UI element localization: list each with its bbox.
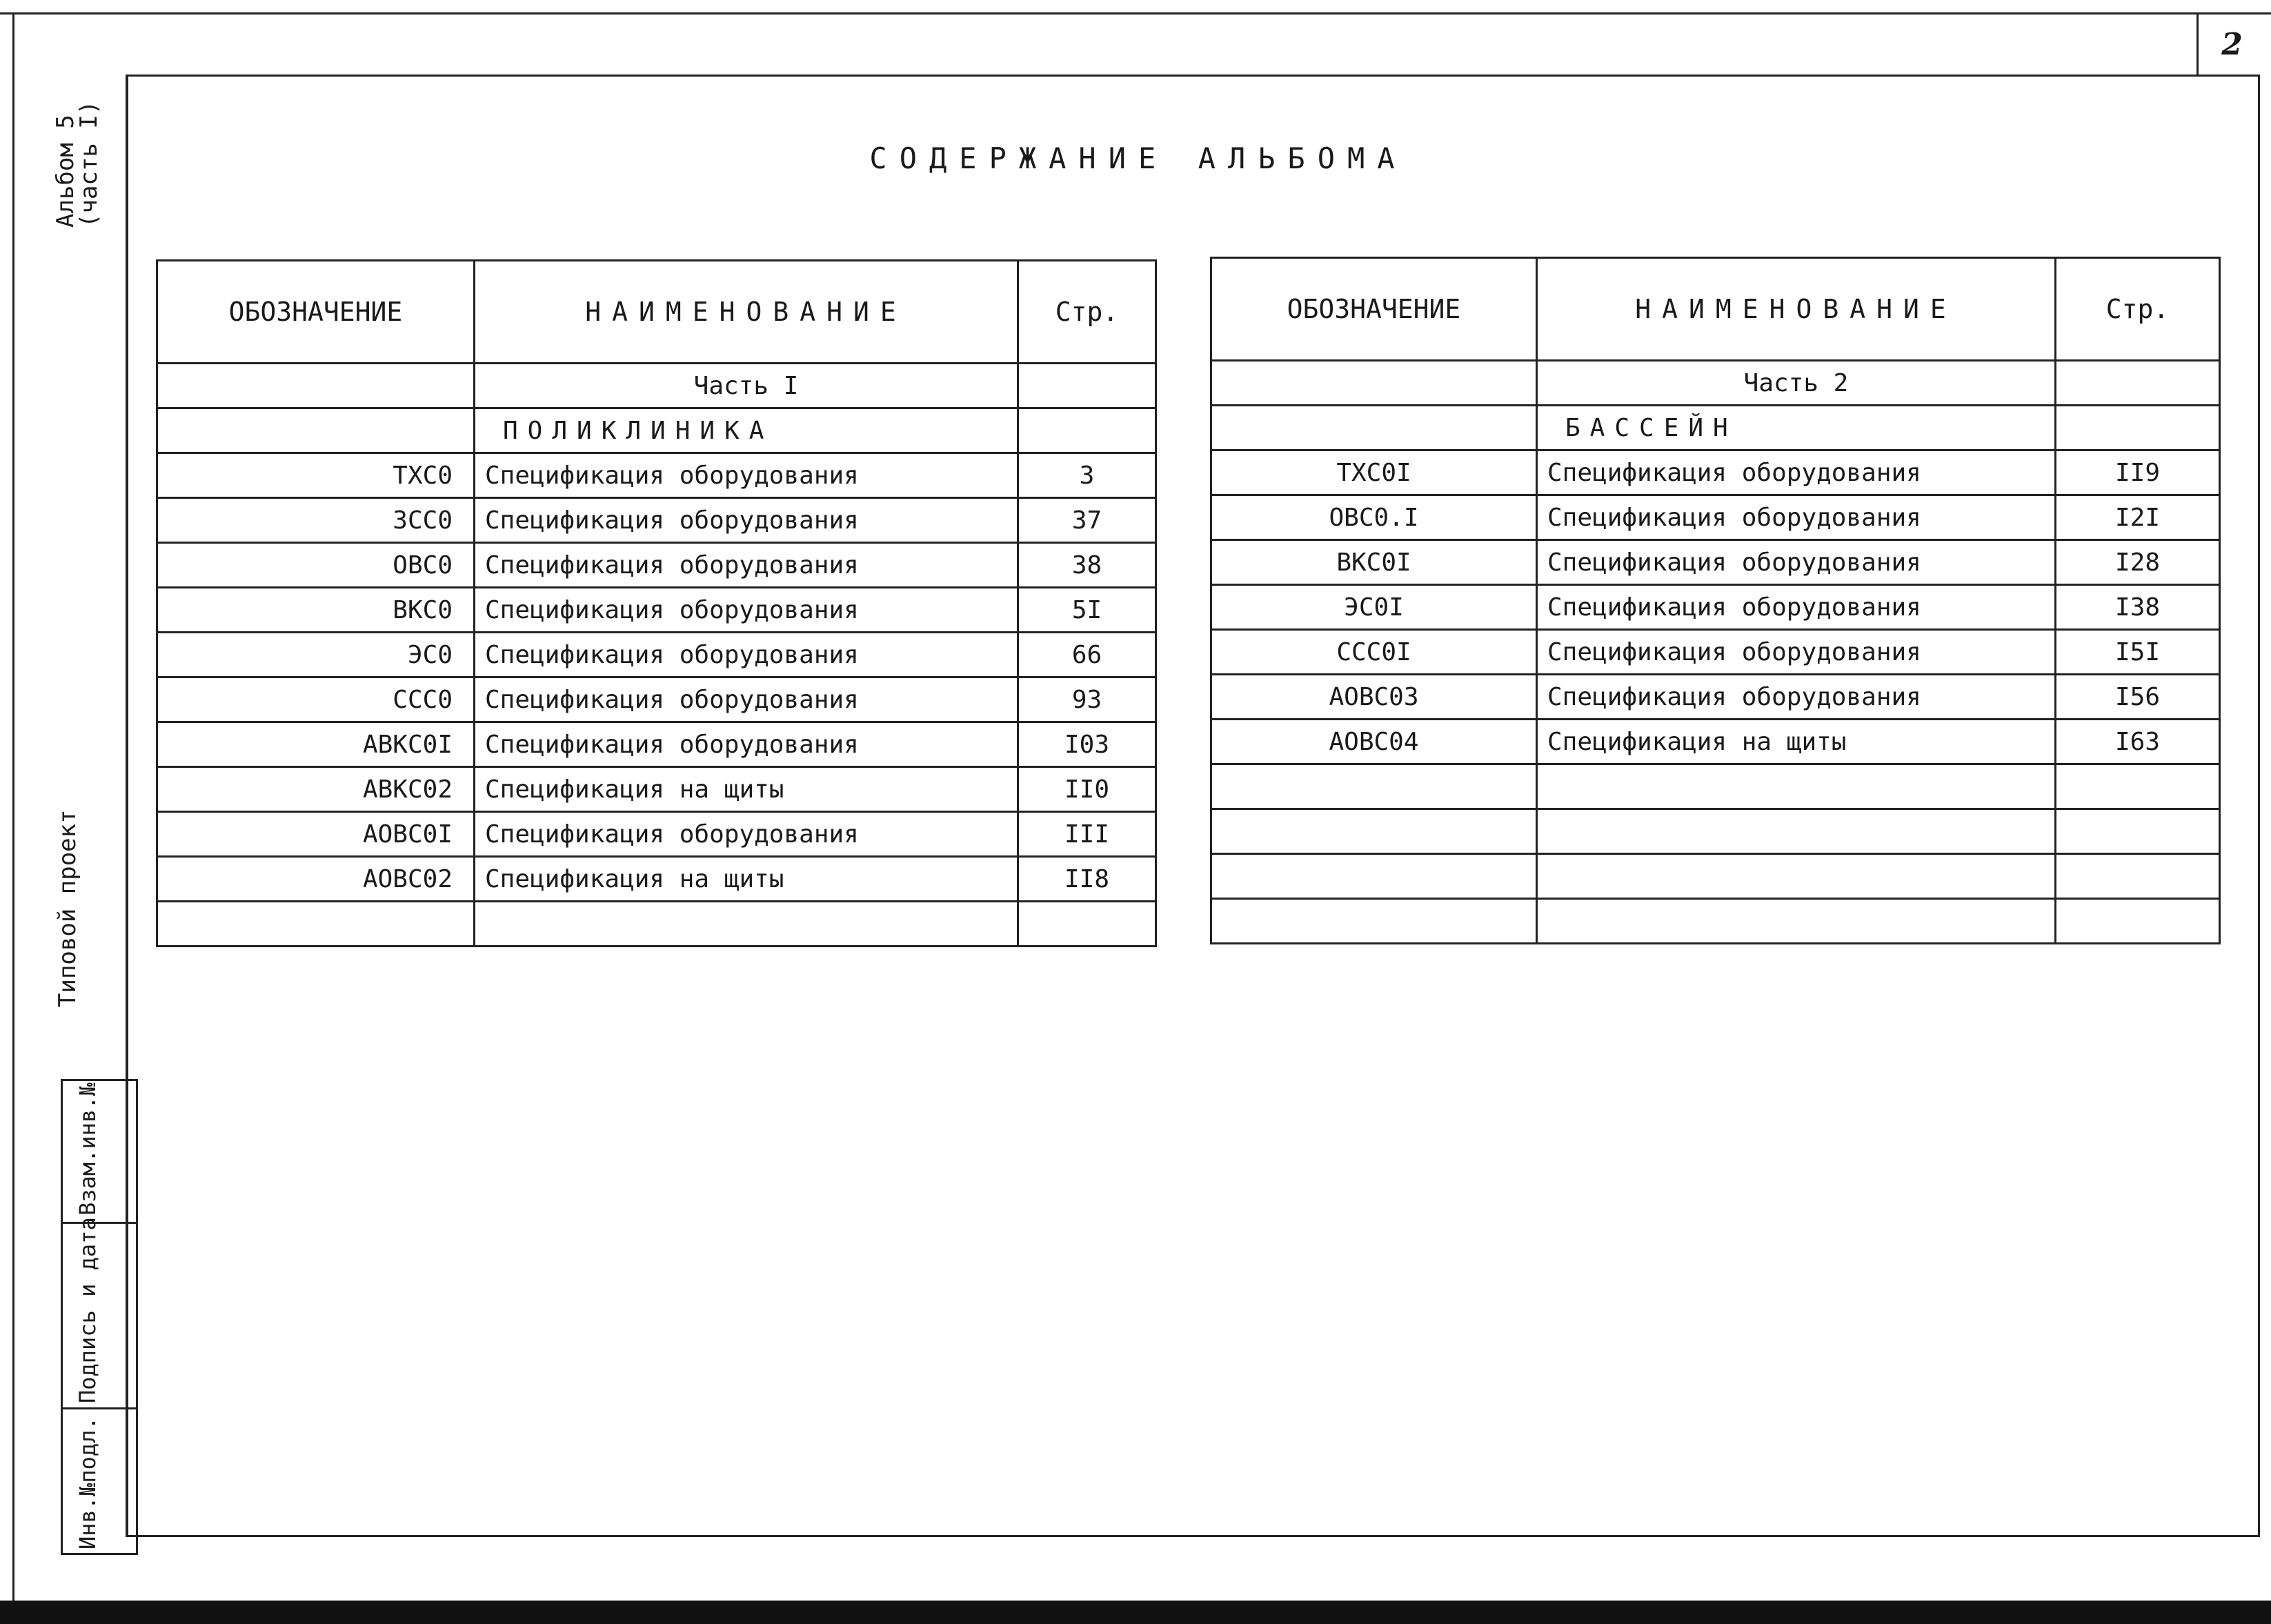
album-label [54,101,101,228]
empty-row [1211,809,2220,854]
toc-table-part-2 [1210,257,2221,944]
row-name: Спецификация на щиты [1537,720,2056,764]
table-row [1211,675,2220,720]
row-name: Спецификация оборудования [475,453,1018,498]
table-row [157,453,1156,498]
table-row [157,857,1156,902]
table-row [1211,450,2220,495]
name-column-header: НАИМЕНОВАНИЕ [475,261,1018,364]
row-page: I28 [2056,540,2220,585]
table-row [1211,495,2220,540]
row-code: АОВС02 [157,857,475,902]
stamp-inv-label: Инв.№подл. [75,1416,101,1549]
table-header-row [1211,258,2220,361]
section-row [1211,406,2220,450]
empty-row [157,902,1156,947]
row-code: ВКС0I [1211,540,1537,585]
code-column-header: ОБОЗНАЧЕНИЕ [1211,258,1537,361]
row-code: ССС0 [157,677,475,722]
left-border-line [12,12,14,1613]
row-code: АОВС03 [1211,675,1537,720]
row-name: Спецификация оборудования [475,498,1018,543]
row-page: 38 [1018,543,1156,588]
row-page: 5I [1018,588,1156,633]
row-code: ОВС0 [157,543,475,588]
row-code: ЗСС0 [157,498,475,543]
page-column-header: Стр. [2056,258,2220,361]
row-code: ССС0I [1211,630,1537,675]
row-page: I5I [2056,630,2220,675]
part-label: Часть I [475,364,1018,408]
row-name: Спецификация оборудования [1537,495,2056,540]
table-row [1211,630,2220,675]
row-name: Спецификация оборудования [475,677,1018,722]
row-page: 37 [1018,498,1156,543]
album-line-2: (часть I) [75,100,103,228]
row-page: I63 [2056,720,2220,764]
row-page: I03 [1018,722,1156,767]
table-row [1211,720,2220,764]
table-row [1211,585,2220,630]
empty-row [1211,764,2220,809]
scan-bottom-edge [0,1601,2271,1624]
row-page: II0 [1018,767,1156,812]
row-page: II9 [2056,450,2220,495]
row-code: АОВС04 [1211,720,1537,764]
stamp-replace-label: Взам.инв.№ [75,1082,101,1216]
page-number: 2 [2196,14,2265,76]
row-code: АВКС02 [157,767,475,812]
empty-row [1211,899,2220,944]
page-column-header: Стр. [1018,261,1156,364]
row-code: ЭС0I [1211,585,1537,630]
part-label: Часть 2 [1537,361,2056,406]
row-name: Спецификация оборудования [1537,450,2056,495]
row-code: ОВС0.I [1211,495,1537,540]
row-name: Спецификация оборудования [475,633,1018,677]
row-code: ЭС0 [157,633,475,677]
row-code: АОВС0I [157,812,475,857]
table-row [1211,540,2220,585]
row-code: АВКС0I [157,722,475,767]
row-name: Спецификация на щиты [475,767,1018,812]
part-row [1211,361,2220,406]
section-label: ПОЛИКЛИНИКА [475,408,1018,453]
table-header-row [157,261,1156,364]
row-name: Спецификация оборудования [1537,675,2056,720]
row-name: Спецификация оборудования [475,543,1018,588]
row-code: ВКС0 [157,588,475,633]
row-page: III [1018,812,1156,857]
row-page: I2I [2056,495,2220,540]
table-row [157,812,1156,857]
stamp-sign-label: Подпись и дата [75,1217,101,1403]
page-title: СОДЕРЖАНИЕ АЛЬБОМА [869,141,1407,175]
row-name: Спецификация на щиты [475,857,1018,902]
empty-row [1211,854,2220,899]
row-name: Спецификация оборудования [1537,585,2056,630]
row-page: 93 [1018,677,1156,722]
table-row [157,543,1156,588]
row-page: 3 [1018,453,1156,498]
top-border-line [0,12,2271,14]
table-row [157,722,1156,767]
name-column-header: НАИМЕНОВАНИЕ [1537,258,2056,361]
toc-table-part-1 [156,259,1157,947]
table-row [157,633,1156,677]
row-code: ТХС0I [1211,450,1537,495]
code-column-header: ОБОЗНАЧЕНИЕ [157,261,475,364]
row-name: Спецификация оборудования [1537,540,2056,585]
row-code: ТХС0 [157,453,475,498]
row-name: Спецификация оборудования [1537,630,2056,675]
row-name: Спецификация оборудования [475,722,1018,767]
row-page: II8 [1018,857,1156,902]
row-page: I38 [2056,585,2220,630]
section-row [157,408,1156,453]
project-type-label: Типовой проект [54,809,81,1007]
table-row [157,498,1156,543]
row-name: Спецификация оборудования [475,588,1018,633]
row-page: 66 [1018,633,1156,677]
section-label: БАССЕЙН [1537,406,2056,450]
row-page: I56 [2056,675,2220,720]
row-name: Спецификация оборудования [475,812,1018,857]
album-line-1: Альбом 5 [52,115,79,228]
table-row [157,588,1156,633]
table-row [157,767,1156,812]
table-row [157,677,1156,722]
part-row [157,364,1156,408]
